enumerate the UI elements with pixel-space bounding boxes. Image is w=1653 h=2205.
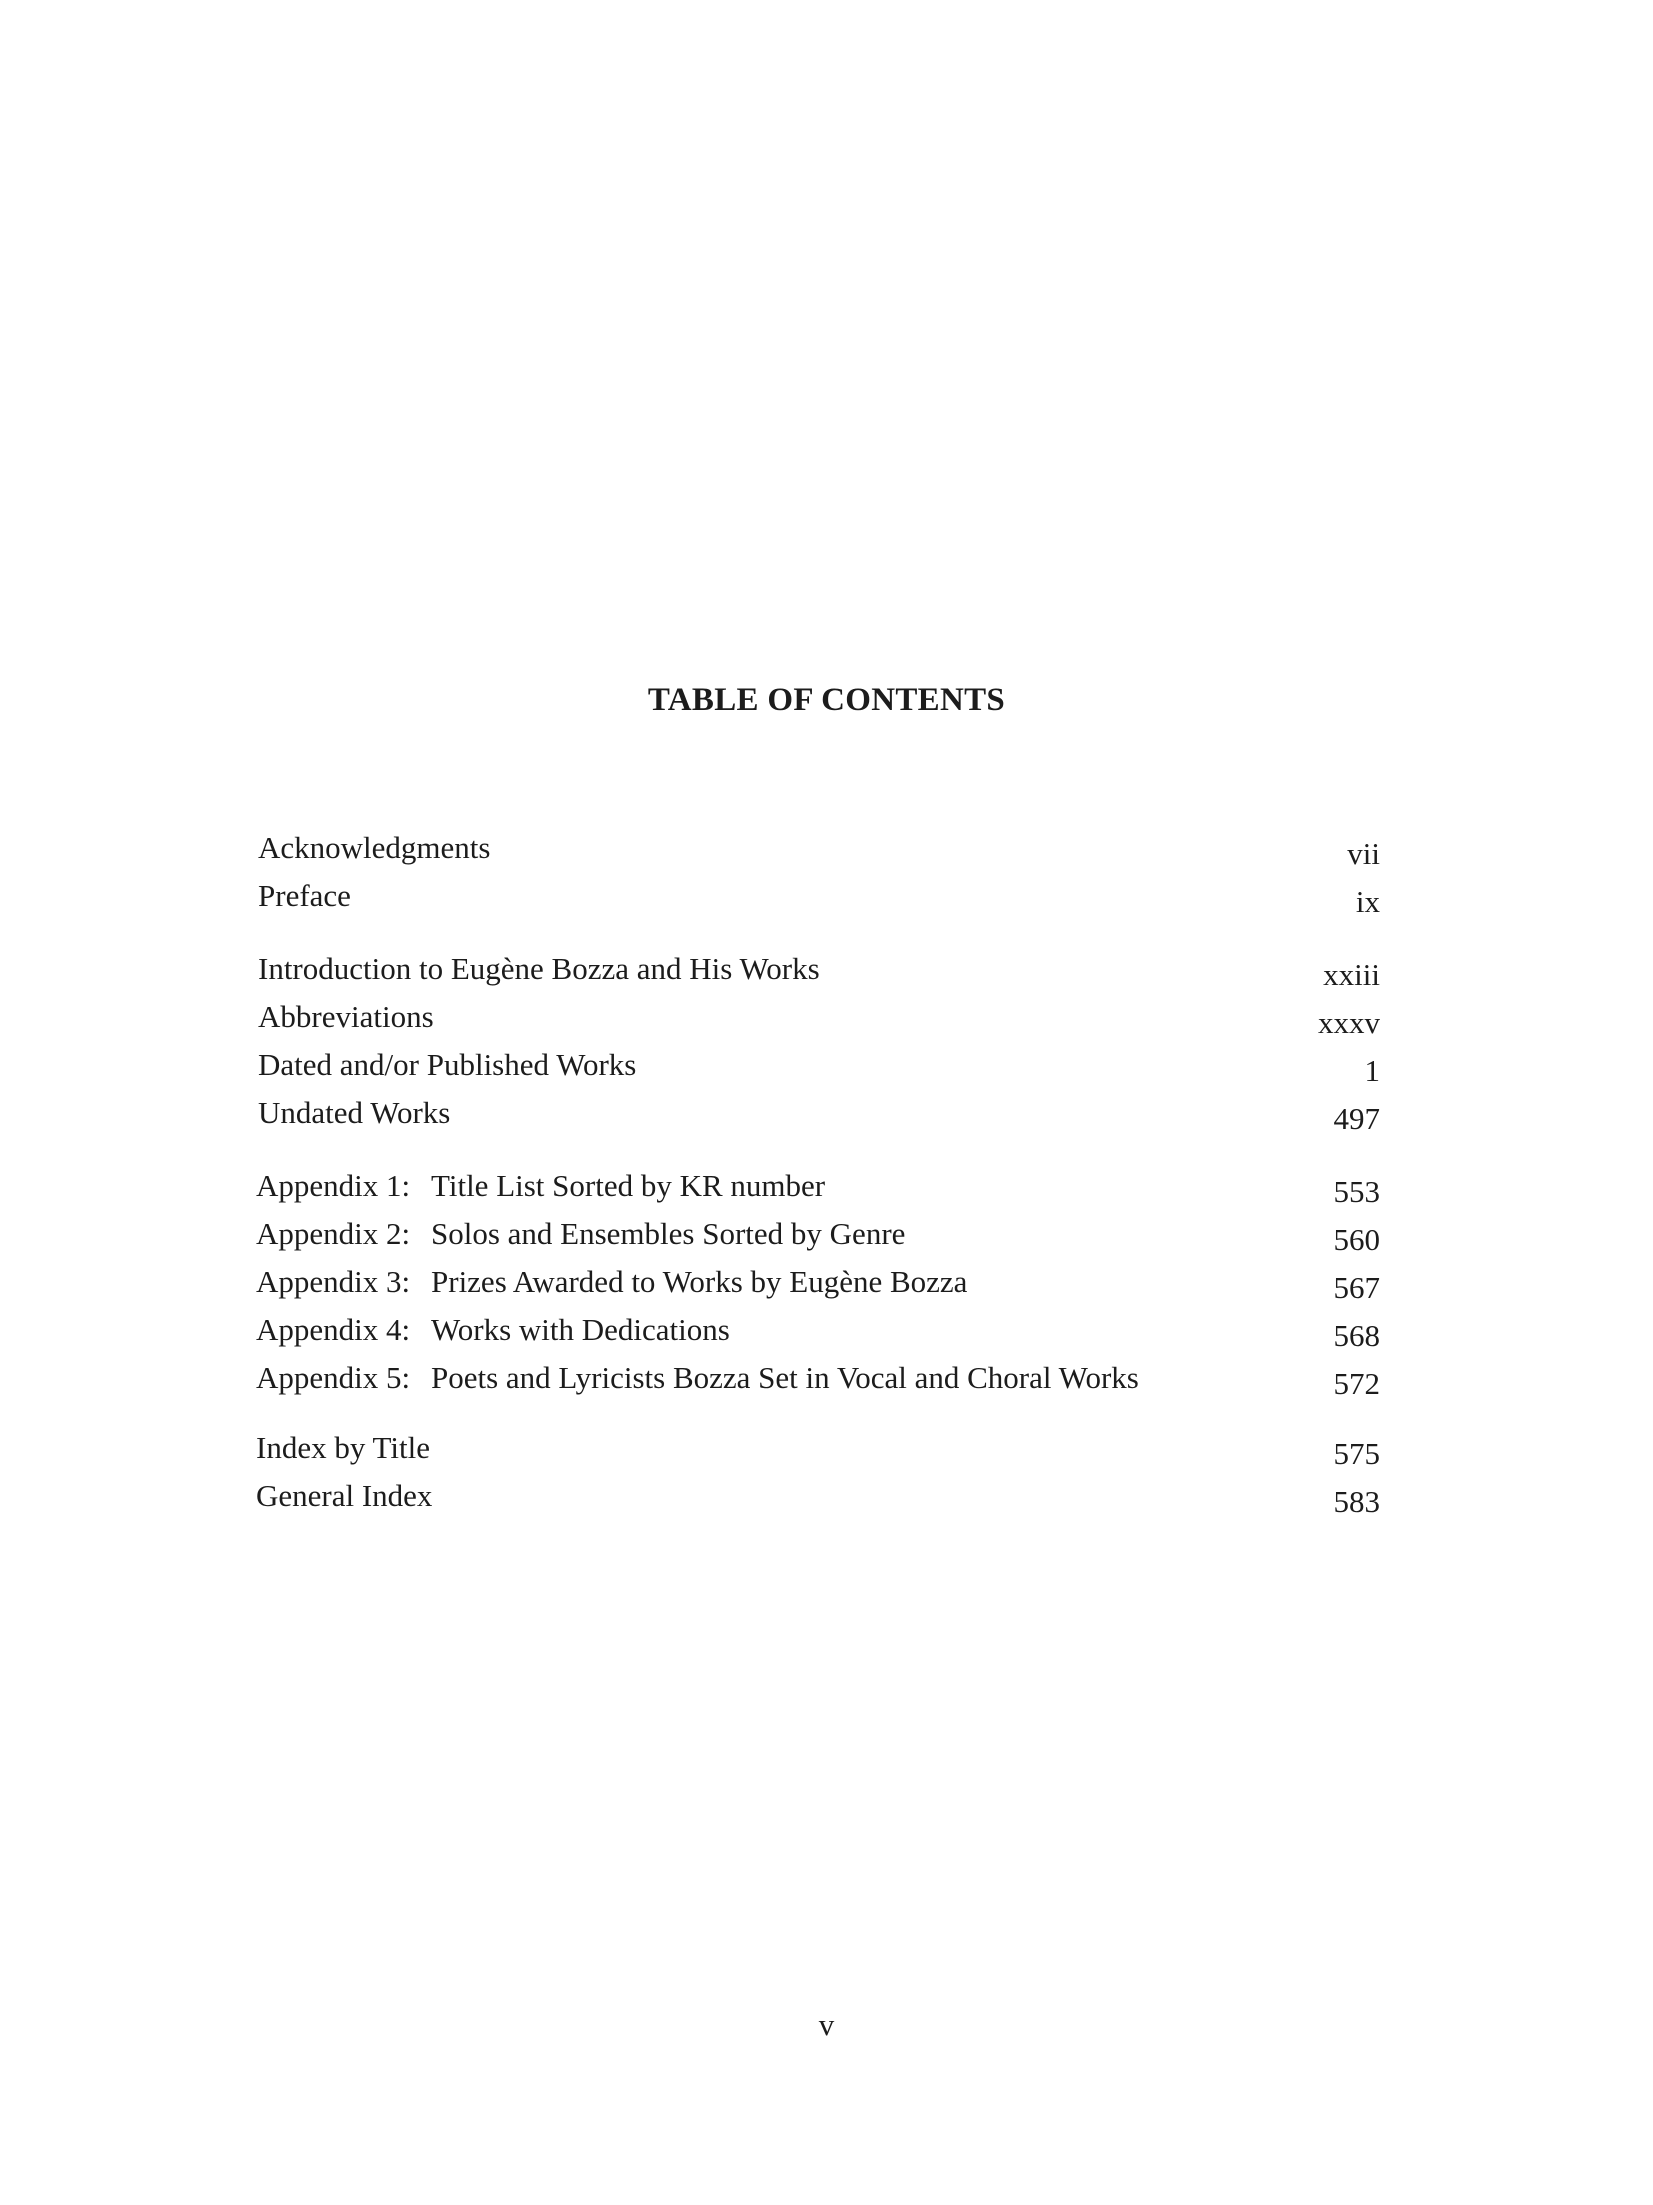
toc-entry-text: Title List Sorted by KR number xyxy=(431,1168,826,1203)
toc-page-number: xxxv xyxy=(1318,1005,1380,1040)
toc-entry-introduction xyxy=(258,947,1380,991)
appendix-label: Appendix 4: xyxy=(256,1312,411,1347)
toc-page-number: 575 xyxy=(1333,1436,1380,1471)
toc-entry-undated-works xyxy=(258,1091,1380,1135)
toc-entry-text: Abbreviations xyxy=(258,999,434,1034)
toc-entry-appendix-1 xyxy=(256,1164,1380,1208)
appendix-label: Appendix 2: xyxy=(256,1216,411,1251)
appendix-label: Appendix 1: xyxy=(256,1168,411,1203)
toc-page-number: 1 xyxy=(1364,1053,1380,1088)
toc-page-number: 497 xyxy=(1333,1101,1380,1136)
toc-page-number: 583 xyxy=(1333,1484,1380,1519)
toc-entry-general-index xyxy=(256,1474,1380,1518)
toc-entry-acknowledgments xyxy=(258,826,1380,870)
toc-page-number: ix xyxy=(1355,884,1380,919)
toc-entry-appendix-4 xyxy=(256,1308,1380,1352)
toc-entry-text: Introduction to Eugène Bozza and His Works xyxy=(258,951,820,986)
appendix-label: Appendix 3: xyxy=(256,1264,411,1299)
toc-entry-appendix-3 xyxy=(256,1260,1380,1304)
toc-page-number: 568 xyxy=(1333,1318,1380,1353)
toc-entry-abbreviations xyxy=(258,995,1380,1039)
toc-entry-appendix-5 xyxy=(256,1356,1380,1400)
toc-page-number: 572 xyxy=(1333,1366,1380,1401)
toc-entry-text: Undated Works xyxy=(258,1095,451,1130)
toc-page-number: 553 xyxy=(1333,1174,1380,1209)
toc-entry-text: General Index xyxy=(256,1478,433,1513)
appendix-label: Appendix 5: xyxy=(256,1360,411,1395)
toc-entry-appendix-2 xyxy=(256,1212,1380,1256)
page-folio-number: v xyxy=(818,2007,835,2042)
toc-entry-text: Solos and Ensembles Sorted by Genre xyxy=(431,1216,906,1251)
toc-page-number: 567 xyxy=(1333,1270,1380,1305)
toc-entry-text: Prizes Awarded to Works by Eugène Bozza xyxy=(431,1264,968,1299)
toc-entry-text: Index by Title xyxy=(256,1430,430,1465)
toc-page-number: 560 xyxy=(1333,1222,1380,1257)
toc-entry-text: Poets and Lyricists Bozza Set in Vocal and Choral Works xyxy=(431,1360,1139,1395)
toc-entry-text: Works with Dedications xyxy=(431,1312,730,1347)
toc-entry-index-by-title xyxy=(256,1426,1380,1470)
toc-entry-dated-works xyxy=(258,1043,1380,1087)
toc-entry-text: Preface xyxy=(258,878,351,913)
toc-entry-text: Dated and/or Published Works xyxy=(258,1047,637,1082)
toc-page-number: xxiii xyxy=(1323,957,1380,992)
toc-entry-preface xyxy=(258,874,1380,918)
toc-entry-text: Acknowledgments xyxy=(258,830,491,865)
page-title: TABLE OF CONTENTS xyxy=(647,682,1006,718)
toc-page-number: vii xyxy=(1347,836,1380,871)
